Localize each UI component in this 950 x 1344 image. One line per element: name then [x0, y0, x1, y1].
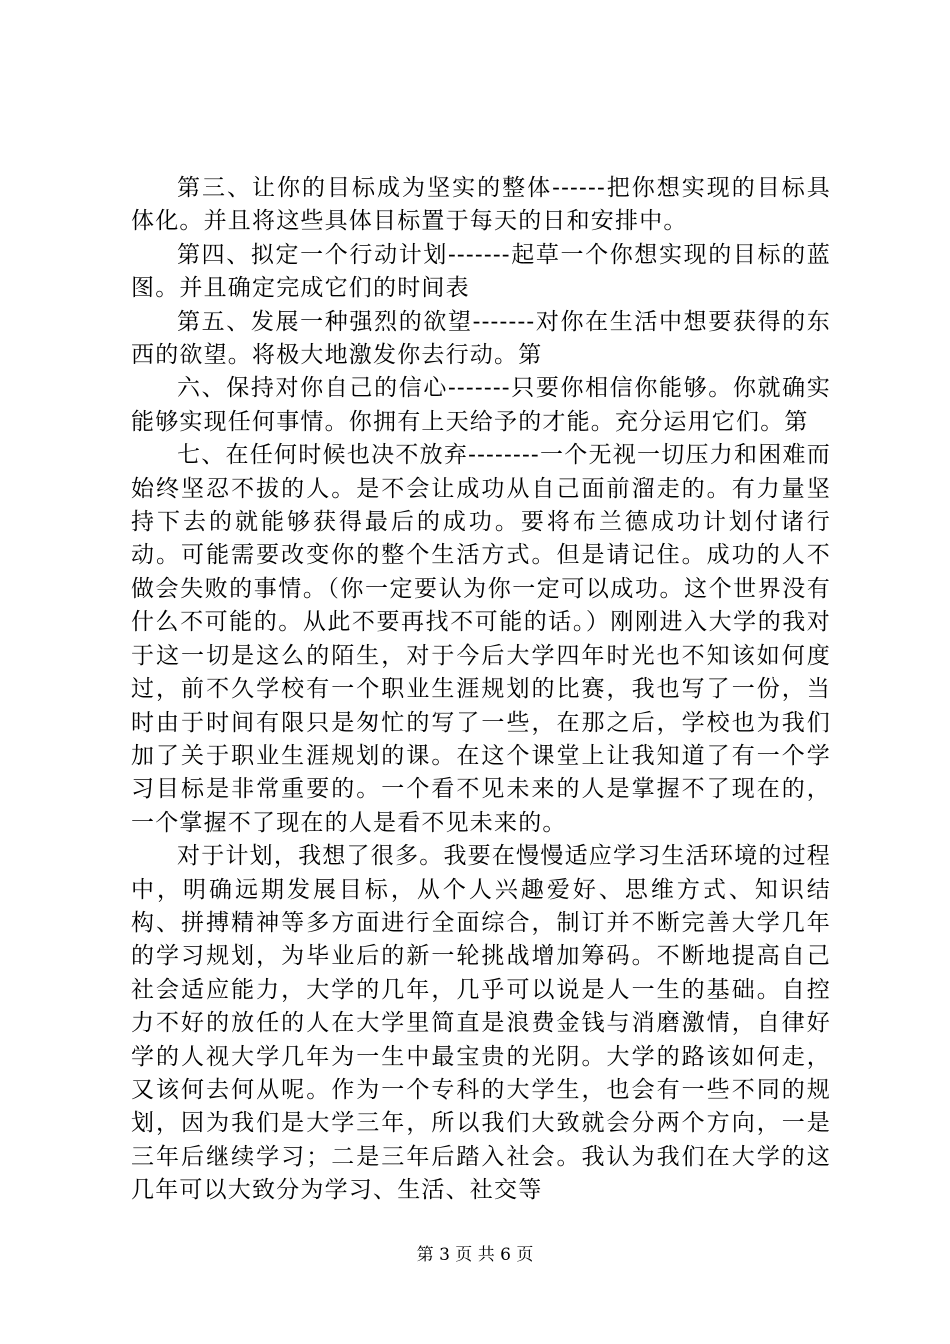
page-number-footer: 第 3 页 共 6 页: [416, 1245, 534, 1265]
paragraph-strong-desire: 第五、发展一种强烈的欲望-------对你在生活中想要获得的东西的欲望。将极大地激发你去行动。第: [131, 308, 831, 369]
paragraph-never-give-up: 七、在任何时候也决不放弃--------一个无视一切压力和困难而始终坚忍不拔的人。是不会让成功从自己面前溜走的。有力量坚持下去的就能够获得最后的成功。要将布兰德成功计划付诸行动。可能需要改变你的整个生活方式。但是请记住。成功的人不做会失败的事情。（你一定要认为你一定可以成功。这个世界没有什么不可能的。从此不要再找不可能的话。）刚刚进入大学的我对于这一切是这么的陌生，对于今后大学四年时光也不知该如何度过，前不久学校有一个职业生涯规划的比赛，我也写了一份，当时由于时间有限只是匆忙的写了一些，在那之后，学校也为我们加了关于职业生涯规划的课。在这个课堂上让我知道了有一个学习目标是非常重要的。一个看不见未来的人是掌握不了现在的，一个掌握不了现在的人是看不见未来的。: [131, 442, 831, 836]
paragraph-self-confidence: 六、保持对你自己的信心-------只要你相信你能够。你就确实能够实现任何事情。你拥有上天给予的才能。充分运用它们。第: [131, 375, 831, 435]
document-body: [131, 172, 831, 1208]
paragraph-action-plan: 第四、拟定一个行动计划-------起草一个你想实现的目标的蓝图。并且确定完成它们的时间表: [131, 241, 831, 302]
paragraph-planning: 对于计划，我想了很多。我要在慢慢适应学习生活环境的过程中，明确远期发展目标，从个人兴趣爱好、思维方式、知识结构、拼搏精神等多方面进行全面综合，制订并不断完善大学几年的学习规划，为毕业后的新一轮挑战增加筹码。不断地提高自己社会适应能力，大学的几年，几乎可以说是人一生的基础。自控力不好的放任的人在大学里简直是浪费金钱与消磨激情，自律好学的人视大学几年为一生中最宝贵的光阴。大学的路该如何走，又该何去何从呢。作为一个专科的大学生，也会有一些不同的规划，因为我们是大学三年，所以我们大致就会分两个方向，一是三年后继续学习；二是三年后踏入社会。我认为我们在大学的这几年可以大致分为学习、生活、社交等: [131, 843, 831, 1204]
paragraph-goal-concrete: 第三、让你的目标成为坚实的整体------把你想实现的目标具体化。并且将这些具体目标置于每天的日和安排中。: [131, 175, 831, 235]
